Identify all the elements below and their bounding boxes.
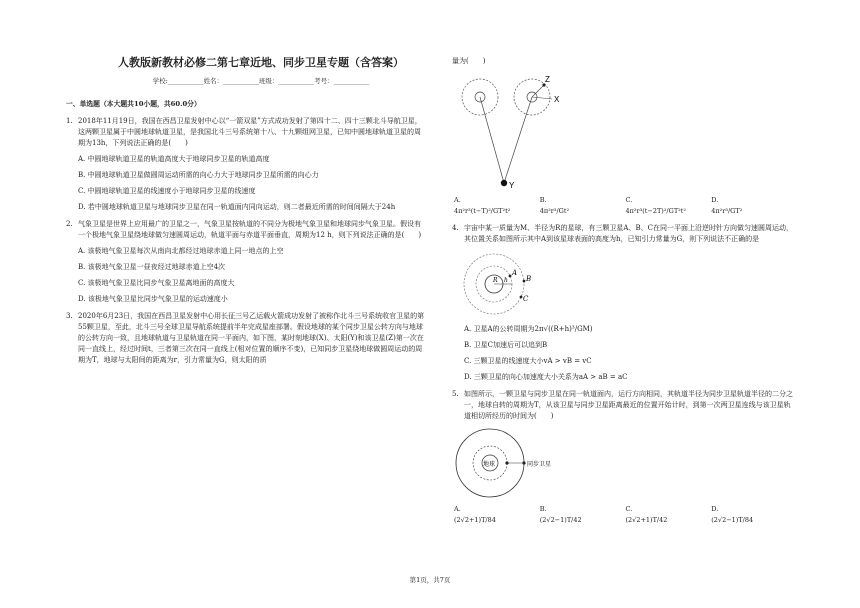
question-number: 1.	[66, 117, 73, 125]
question-1	[66, 116, 426, 213]
option-a: A. 该极地气象卫星每次从南向北都经过地球赤道上同一地点的上空	[78, 247, 284, 255]
option-a: A. (2√2+1)T/84	[454, 505, 496, 524]
question-number: 4.	[452, 224, 459, 232]
option-b: B. 4π²r³/Gt²	[539, 196, 570, 215]
option-a: A. 卫星A的公转周期为2π√((R+h)³/GM)	[464, 325, 593, 333]
question-stem: 如图所示，一颗卫星与同步卫星在同一轨道面内，运行方向相同，其轨道半径为同步卫星轨道半径的二分之一，地球自转的周期为T，从该卫星与同步卫星距离最近的位置开始计时，到第一次两卫星连线与该卫星轨道相切所经历的时间为( )	[464, 390, 793, 420]
option-c: C. 该极地气象卫星比同步气象卫星离地面的高度大	[78, 279, 235, 287]
question-number: 5.	[452, 390, 459, 398]
question-5-options	[452, 504, 797, 526]
option-c: C. 4π²r³(t−2T)²/GT²t²	[625, 196, 686, 215]
page-title: 人教版新教材必修二第七章近地、同步卫星专题（含答案）	[118, 56, 404, 69]
option-a: A. 4π²r³(t−T)²/GT²t²	[454, 196, 511, 215]
sun-earth-satellite-figure	[454, 71, 564, 191]
question-stem: 气象卫星是世界上应用最广的卫星之一，气象卫星按轨道的不同分为极地气象卫星和地球同步气象卫星。假设有一个极地气象卫星绕地球做匀速圆周运动，轨道平面与赤道平面垂直，周期为12 h，则下列说法正确的是( )	[78, 220, 422, 239]
option-d: D. 若中圆地球轨道卫星与地球同步卫星在同一轨道面内同向运动，则二者最近所需的时间间隔大于24h	[78, 203, 396, 211]
question-stem: 2020年6月23日，我国在西昌卫星发射中心用长征三号乙运载火箭成功发射了被称作北斗三号系统收官卫星的第55颗卫星，至此，北斗三号全球卫星导航系统提前半年完成星座部署。假设地球的某个同步卫星公转方向与地球的公转方向一致，且地球轨道与卫星轨道在同一平面内，如下图，某时刻地球(X)、太阳(Y)和该卫星(Z)第一次在同一直线上，经过时间t，三者第三次在同一直线上(相对位置的顺序不变)，已知同步卫星绕地球做圆周运动的周期为T，地球与太阳间的距离为r，引力常量为G，则太阳的质	[78, 312, 425, 364]
orbit-figure	[454, 426, 554, 500]
question-3	[66, 311, 426, 366]
question-stem: 宇宙中某一质量为M、半径为R的星球，有三颗卫星A、B、C在同一平面上沿逆时针方向做匀速圆周运动，其位置关系如图所示其中A到该星球表面的高度为h，已知引力常量为G，则下列说法不正确的是	[464, 224, 793, 243]
svg-text:A: A	[512, 269, 518, 277]
option-a: A. 中圆地球轨道卫星的轨道高度大于地球同步卫星的轨道高度	[78, 155, 270, 163]
option-c: C. (2√2+1)T/42	[625, 505, 668, 524]
option-c: C. 三颗卫星的线速度大小vA > vB = vC	[464, 357, 592, 365]
option-d: D. (2√2−1)T/84	[711, 505, 754, 524]
option-b: B. 卫星C加速后可以追到B	[464, 341, 548, 349]
option-b: B. 该极地气象卫星一昼夜经过地球赤道上空4次	[78, 263, 226, 271]
label-x: X	[554, 95, 560, 104]
svg-text:R: R	[493, 277, 498, 284]
right-column	[452, 56, 797, 526]
option-d: D. 该极地气象卫星比同步气象卫星的运动速度小	[78, 295, 228, 303]
page-footer: 第1页，共7页	[409, 576, 451, 584]
question-3-options	[452, 195, 797, 217]
svg-text:同步卫星: 同步卫星	[527, 461, 552, 468]
question-stem: 2018年11月19日，我国在西昌卫星发射中心以“一箭双星”方式成功发射了第四十二、四十三颗北斗导航卫星，这两颗卫星属于中圆地球轨道卫星，是我国北斗三号系统第十八、十九颗组网卫星，已知中圆地球轨道卫星的周期为13h，下列说法正确的是( )	[78, 117, 422, 147]
question-2	[66, 219, 426, 305]
student-info-line: 学校:___________姓名：___________班级：___________考号：___________	[152, 77, 370, 85]
option-c: C. 中圆地球轨道卫星的线速度小于地球同步卫星的线速度	[78, 187, 256, 195]
option-d: D. 4π²r³/GT²	[711, 196, 743, 215]
option-b: B. 中圆地球轨道卫星做圆周运动所需的向心力大于地球同步卫星所需的向心力	[78, 171, 319, 179]
label-y: Y	[509, 181, 515, 190]
option-b: B. (2√2−1)T/42	[539, 505, 582, 524]
svg-text:C: C	[523, 295, 529, 303]
option-d: D. 三颗卫星的向心加速度大小关系为aA > aB = aC	[464, 373, 628, 381]
svg-text:B: B	[526, 275, 532, 283]
question-5	[452, 389, 797, 526]
question-4	[452, 223, 797, 383]
section-heading: 一、单选题（本大题共10小题，共60.0分）	[66, 100, 201, 108]
question-3-continued: 量为( )	[452, 57, 486, 65]
svg-text:h: h	[504, 277, 508, 284]
three-satellites-figure	[454, 249, 544, 319]
label-z: Z	[545, 75, 550, 84]
question-number: 2.	[66, 220, 73, 228]
left-column	[66, 56, 426, 366]
question-number: 3.	[66, 312, 73, 320]
svg-text:地球: 地球	[483, 461, 496, 468]
